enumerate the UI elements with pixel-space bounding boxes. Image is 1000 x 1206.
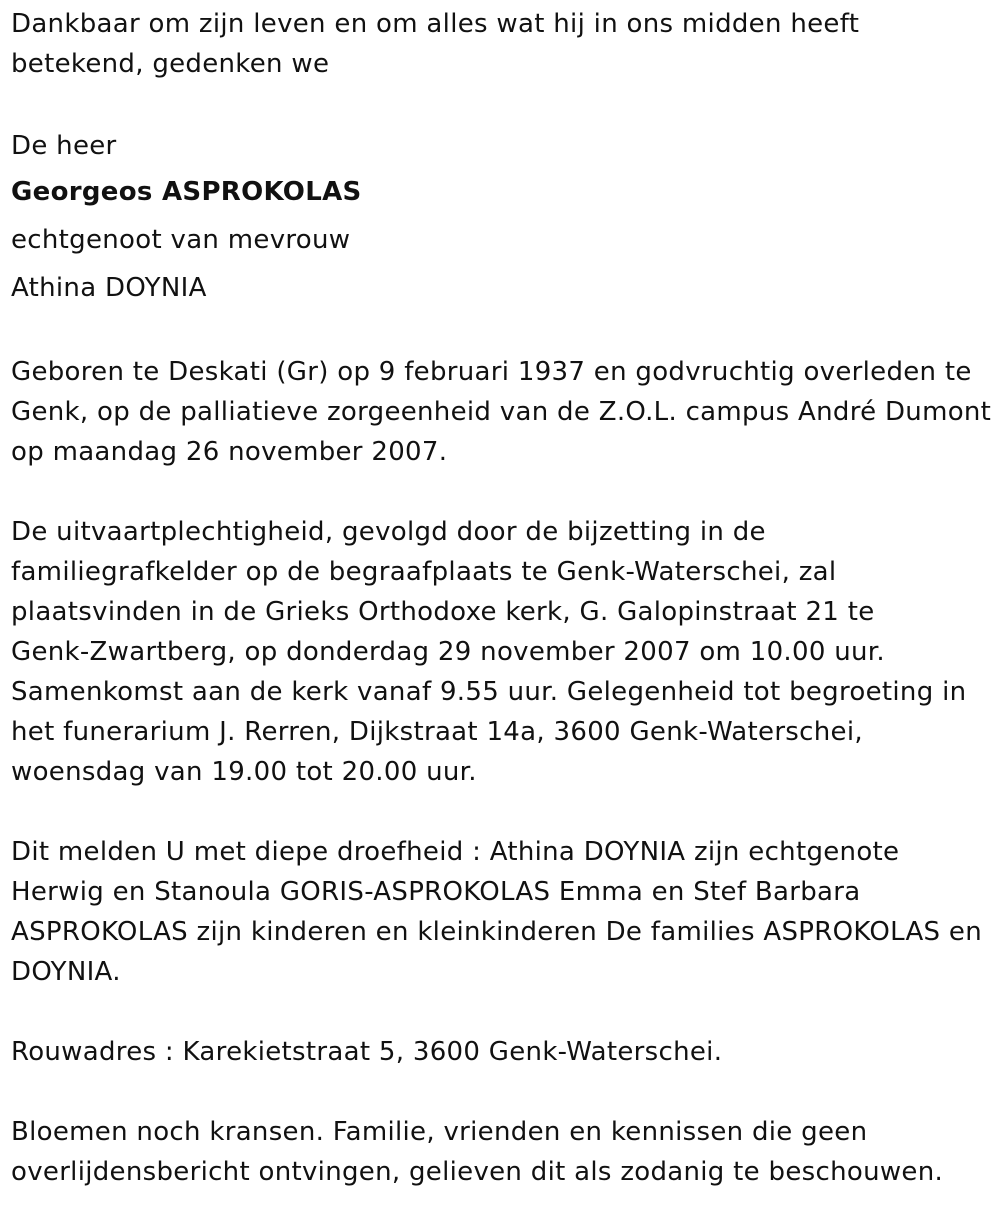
spouse-name: Athina DOYNIA xyxy=(11,273,207,303)
obituary-document xyxy=(11,4,992,1192)
paragraph-line: het funerarium J. Rerren, Dijkstraat 14a, 3600 Genk-Waterschei, xyxy=(11,717,863,747)
paragraph-line: Bloemen noch kransen. Familie, vrienden en kennissen die geen xyxy=(11,1117,868,1147)
closing-paragraph xyxy=(11,1112,986,1192)
announcement-paragraph xyxy=(11,832,986,992)
paragraph-line: Samenkomst aan de kerk vanaf 9.55 uur. Gelegenheid tot begroeting in xyxy=(11,677,967,707)
mourning-address: Rouwadres : Karekietstraat 5, 3600 Genk-Waterschei. xyxy=(11,1037,723,1067)
paragraph-line: Dit melden U met diepe droefheid : Athina DOYNIA zijn echtgenote xyxy=(11,837,900,867)
paragraph-line: plaatsvinden in de Grieks Orthodoxe kerk, G. Galopinstraat 21 te xyxy=(11,597,875,627)
paragraph-line: woensdag van 19.00 tot 20.00 uur. xyxy=(11,757,477,787)
paragraph-line: overlijdensbericht ontvingen, gelieven dit als zodanig te beschouwen. xyxy=(11,1157,944,1187)
paragraph-line: Genk, op de palliatieve zorgeenheid van de Z.O.L. campus André Dumont xyxy=(11,397,992,427)
intro-paragraph xyxy=(11,4,986,84)
intro-line: betekend, gedenken we xyxy=(11,49,330,79)
paragraph-line: Genk-Zwartberg, op donderdag 29 november 2007 om 10.00 uur. xyxy=(11,637,885,667)
funeral-paragraph xyxy=(11,512,986,792)
paragraph-line: Herwig en Stanoula GORIS-ASPROKOLAS Emma en Stef Barbara xyxy=(11,877,861,907)
birth-death-paragraph xyxy=(11,352,992,472)
relation-text: echtgenoot van mevrouw xyxy=(11,225,351,255)
paragraph-line: De uitvaartplechtigheid, gevolgd door de bijzetting in de xyxy=(11,517,766,547)
intro-line: Dankbaar om zijn leven en om alles wat hij in ons midden heeft xyxy=(11,9,860,39)
deceased-header xyxy=(11,124,986,312)
paragraph-line: familiegrafkelder op de begraafplaats te Genk-Waterschei, zal xyxy=(11,557,837,587)
paragraph-line: Geboren te Deskati (Gr) op 9 februari 1937 en godvruchtig overleden te xyxy=(11,357,972,387)
deceased-name: Georgeos ASPROKOLAS xyxy=(11,177,362,207)
address-paragraph xyxy=(11,1032,986,1072)
paragraph-line: ASPROKOLAS zijn kinderen en kleinkinderen De families ASPROKOLAS en xyxy=(11,917,982,947)
paragraph-line: DOYNIA. xyxy=(11,957,121,987)
paragraph-line: op maandag 26 november 2007. xyxy=(11,437,448,467)
salutation: De heer xyxy=(11,131,117,161)
